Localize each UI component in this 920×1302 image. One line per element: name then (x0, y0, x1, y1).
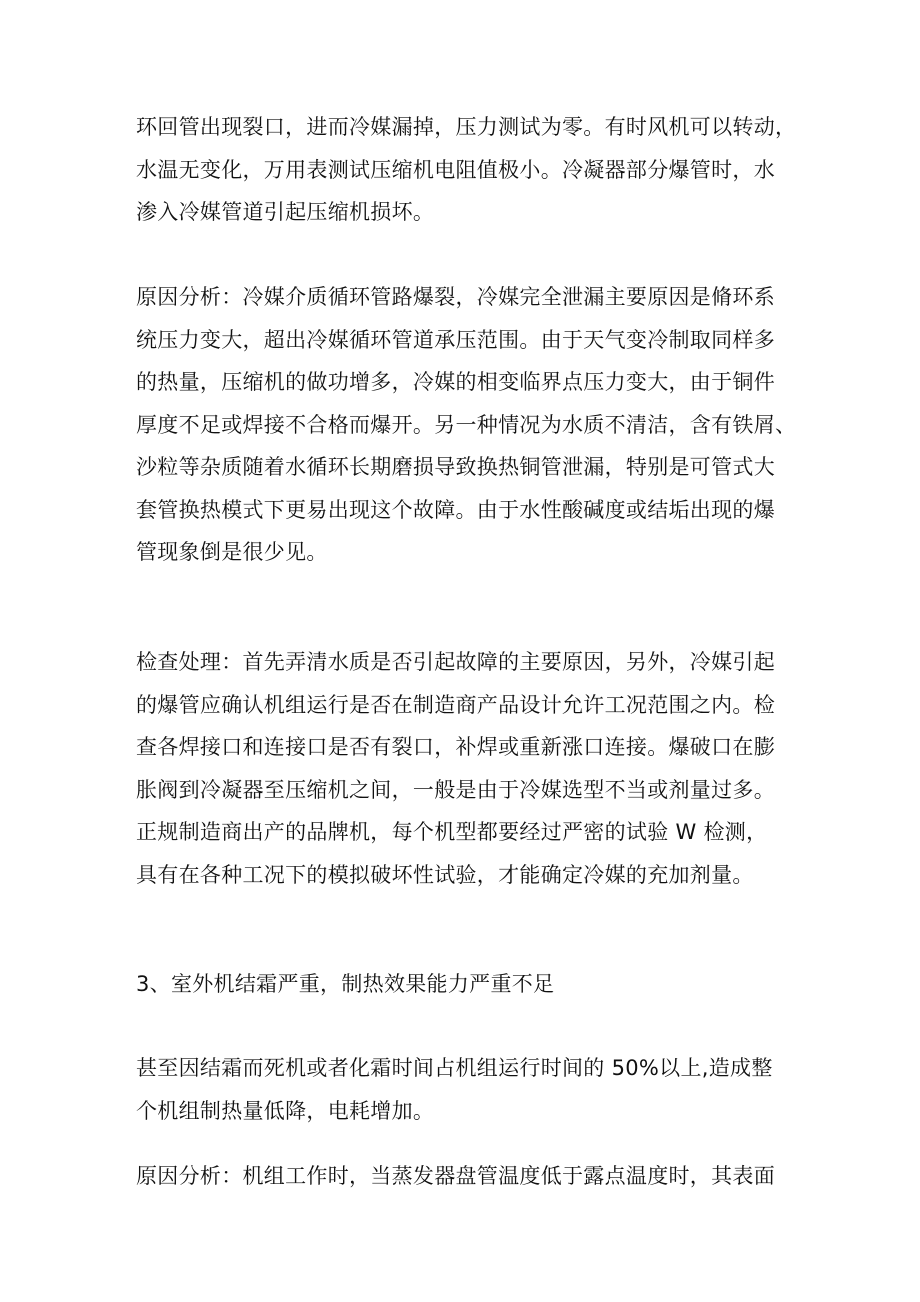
text-line: 原因分析：冷媒介质循环管路爆裂，冷媒完全泄漏主要原因是脩环系 (136, 285, 775, 309)
text-line: 厚度不足或焊接不合格而爆开。另一种情况为水质不清洁，含有铁屑、 (136, 412, 797, 437)
text-line: 沙粒等杂质随着水循环长期磨损导致换热铜管泄漏，特别是可管式大 (136, 455, 775, 479)
text-line: 检查处理：首先弄清水质是否引起故障的主要原因，另外，冷媒引起 (136, 650, 775, 674)
paragraph-4 (136, 1047, 796, 1132)
paragraph-2-cause-analysis (136, 276, 796, 574)
text-line: 的热量，压缩机的做功增多，冷媒的相变临界点压力变大，由于铜件 (136, 370, 775, 394)
text-line: 胀阀到冷凝器至压缩机之间，一般是由于冷媒选型不当或剂量过多。 (136, 777, 775, 802)
text-line: 环回管出现裂口，进而冷媒漏掉，压力测试为零。有时风机可以转动， (136, 115, 797, 139)
paragraph-5-cause-analysis (136, 1155, 796, 1198)
text-line: 正规制造商出产的品牌机，每个机型都要经过严密的试验 W 检测， (136, 820, 768, 844)
paragraph-1 (136, 106, 796, 234)
text-line: 管现象倒是很少见。 (136, 540, 328, 564)
text-line: 具有在各种工况下的模拟破坏性试验，才能确定冷媒的充加剂量。 (136, 862, 754, 887)
text-line: 原因分析：机组工作时，当蒸发器盘管温度低于露点温度时，其表面 (136, 1164, 775, 1188)
section-heading: 3、室外机结霜严重，制热效果能力严重不足 (136, 972, 555, 996)
paragraph-3-inspection (136, 641, 796, 896)
text-line: 个机组制热量低降，电耗增加。 (136, 1098, 435, 1123)
text-line: 甚至因结霜而死机或者化霜时间占机组运行时间的 50%以上,造成整 (136, 1056, 773, 1080)
text-line: 渗入冷媒管道引起压缩机损坏。 (136, 200, 435, 224)
text-line: 水温无变化，万用表测试压缩机电阻值极小。冷凝器部分爆管时，水 (136, 157, 775, 182)
text-line: 套管换热模式下更易出现这个故障。由于水性酸碱度或结垢出现的爆 (136, 497, 775, 522)
text-line: 统压力变大，超出冷媒循环管道承压范围。由于天气变冷制取同样多 (136, 327, 775, 352)
text-line: 的爆管应确认机组运行是否在制造商产品设计允许工况范围之内。检 (136, 692, 775, 717)
text-line: 查各焊接口和连接口是否有裂口，补焊或重新涨口连接。爆破口在膨 (136, 735, 775, 759)
